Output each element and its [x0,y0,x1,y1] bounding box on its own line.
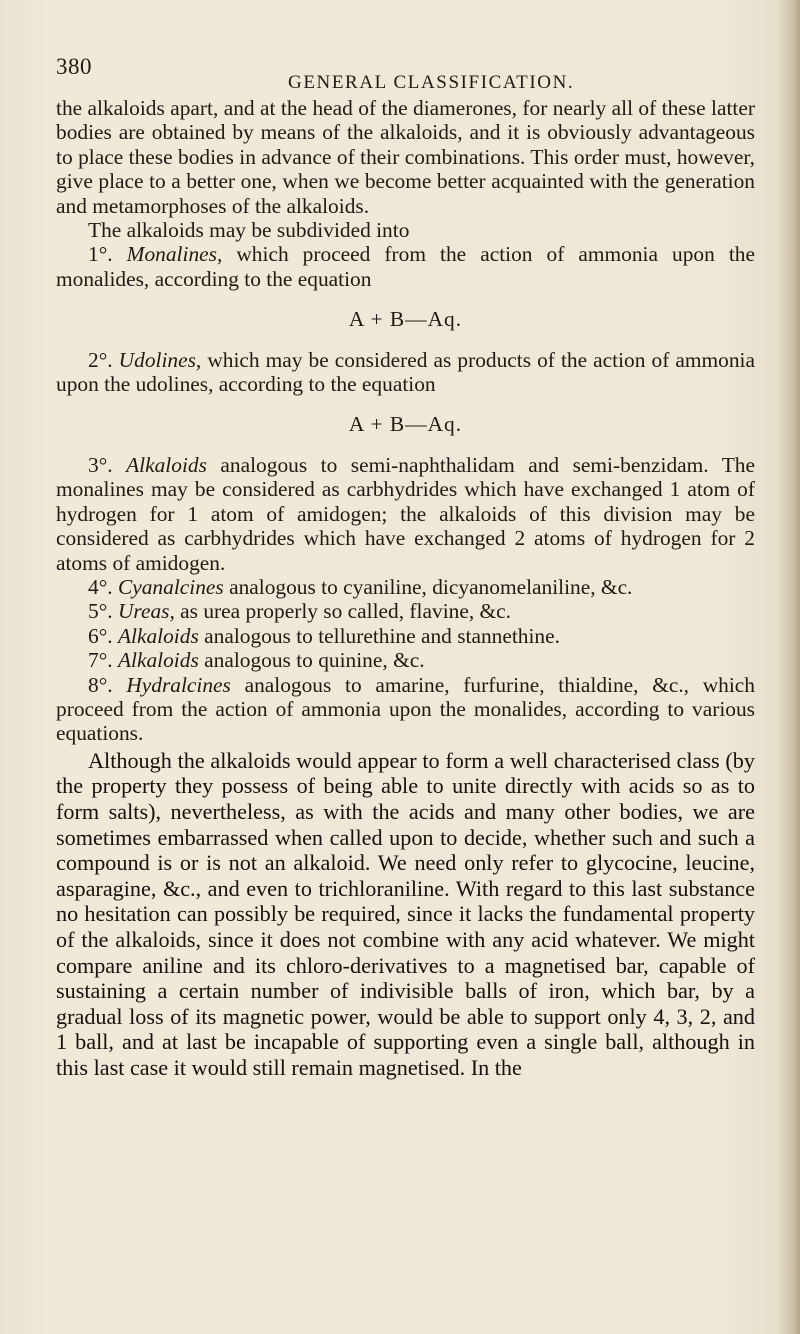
list-item-text: analogous to tellurethine and stannethine. [204,623,560,648]
list-item-1 [56,242,755,291]
list-item-text: which may be considered as products of the action of ammonia upon the udolines, according to the equation [56,347,755,397]
list-item-number: 5°. [88,599,113,624]
equation-1: A + B—Aq. [348,307,463,332]
list-item-number: 4°. [88,574,113,599]
page-number: 380 [56,54,92,79]
running-head: GENERAL CLASSIFICATION. [288,72,575,93]
list-item-8 [56,673,755,746]
list-item-term: Alkaloids [117,648,199,673]
equation-2: A + B—Aq. [348,412,463,437]
list-item-term: Hydralcines [126,672,231,697]
list-item-number: 1°. [88,242,113,267]
list-item-text: analogous to quinine, &c. [204,648,425,673]
list-item-6 [56,624,755,648]
paragraph-subdivision-intro: The alkaloids may be subdivided into [88,218,410,243]
list-item-5 [56,599,755,623]
list-item-7 [56,648,755,672]
list-item-text: as urea properly so called, flavine, &c. [180,599,511,624]
list-item-term: Alkaloids [126,452,207,477]
page-header [56,54,746,94]
list-item-number: 8°. [88,672,113,697]
list-item-number: 6°. [88,623,113,648]
list-item-number: 3°. [88,452,113,477]
list-item-text: which proceed from the action of ammonia upon the monalides, according to the equation [56,242,755,291]
list-item-term: Monalines, [126,242,223,267]
list-item-term: Cyanalcines [117,574,224,599]
list-item-term: Udolines, [118,347,202,372]
page-edge-shadow [778,0,800,1334]
paragraph-continued: the alkaloids apart, and at the head of the diamerones, for nearly all of these latter bodies are obtained by means of the alkaloids, and it is obviously advantageous to place these bodies in advance of their combinations. This order must, however, give place to a better one, when we become better acquainted with the generation and metamorphoses of the alkaloids. [56,96,755,218]
list-item-4 [56,575,755,599]
list-item-3 [56,453,755,575]
list-item-term: Ureas, [117,599,175,624]
list-item-text: analogous to semi-naphthalidam and semi-benzidam. The monalines may be considered as carbhydrides which have exchanged 1 atom of hydrogen for 1 atom of amidogen; the alkaloids of this division may be considered as carbhydrides which have exchanged 2 atoms of hydrogen for 2 atoms of amidogen. [56,452,755,575]
list-item-2 [56,348,755,397]
paragraph-alkaloid-class: Although the alkaloids would appear to form a well characterised class (by the property they possess of being able to unite directly with acids so as to form salts), nevertheless, as with the acids and many other bodies, we are sometimes embarrassed when called upon to decide, whether such and such a compound is or is not an alkaloid. We need only refer to glycocine, leucine, asparagine, &c., and even to trichloraniline. With regard to this last substance no hesitation can possibly be required, since it lacks the fundamental property of the alkaloids, since it does not combine with any acid whatever. We might compare aniline and its chloro-derivatives to a magnetised bar, capable of sustaining a certain number of indivisible balls of iron, which bar, by a gradual loss of its magnetic power, would be able to support only 4, 3, 2, and 1 ball, and at last be incapable of supporting even a single ball, although in this last case it would still remain magnetised. In the [56,747,755,1080]
body-text [56,96,755,1080]
list-item-number: 7°. [88,648,113,673]
list-item-term: Alkaloids [117,623,199,648]
list-item-number: 2°. [88,347,113,372]
list-item-text: analogous to cyaniline, dicyanomelaniline, &c. [229,574,633,599]
list-item-text: analogous to amarine, furfurine, thialdine, &c., which proceed from the action of ammonia upon the monalides, according to various equations. [56,672,755,746]
